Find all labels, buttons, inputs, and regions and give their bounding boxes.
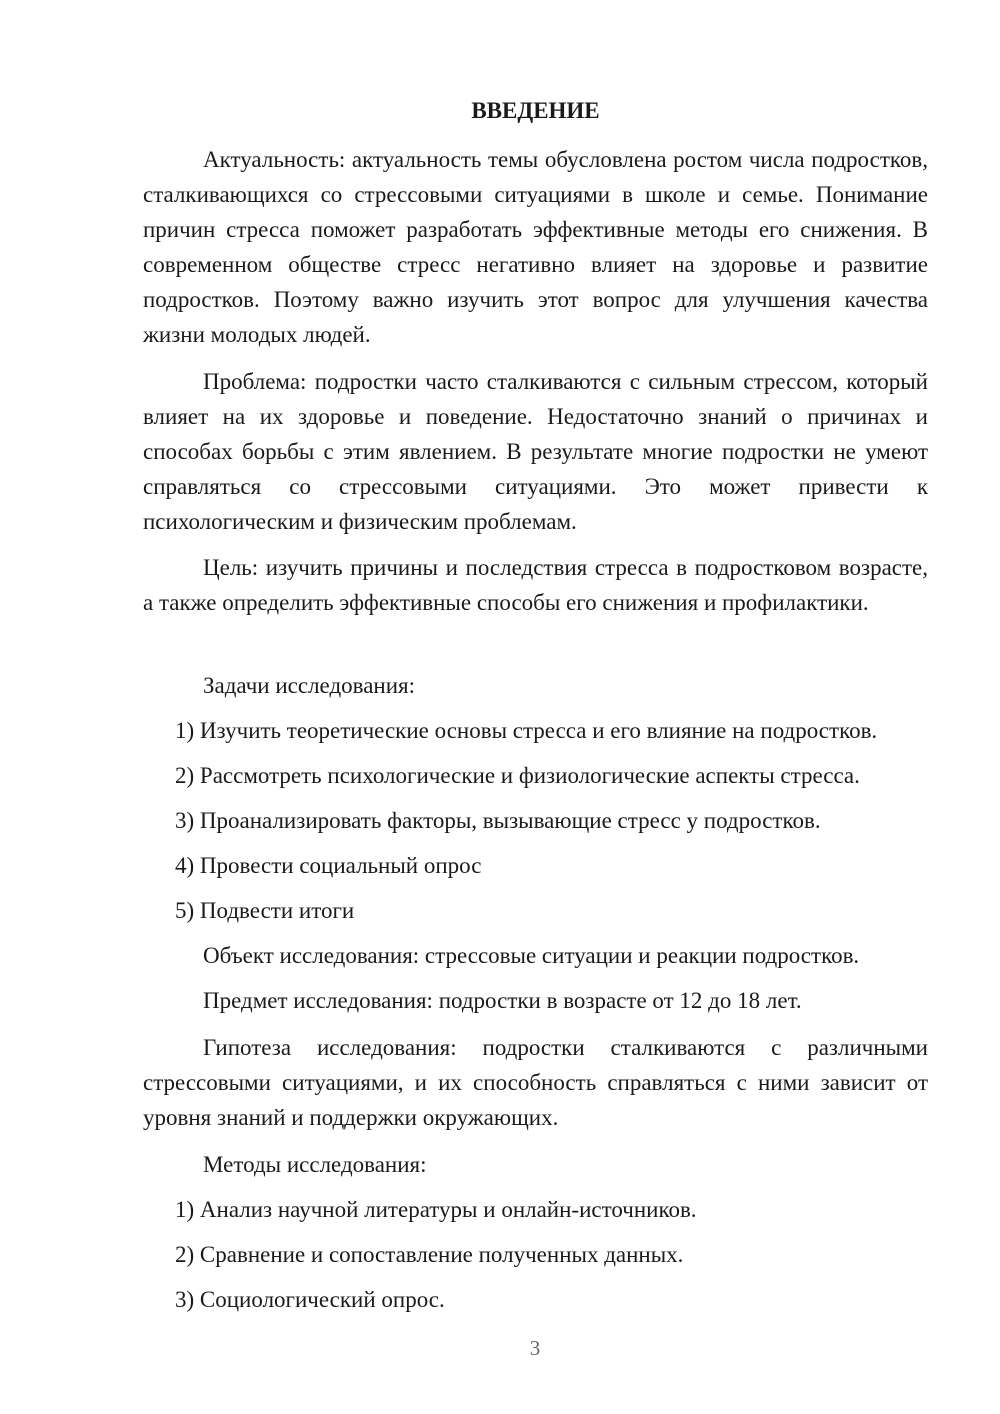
tasks-heading: Задачи исследования:	[203, 673, 416, 698]
method-item: 2) Сравнение и сопоставление полученных данных.	[175, 1242, 684, 1267]
method-item: 3) Социологический опрос.	[175, 1287, 445, 1312]
relevance-paragraph: Актуальность: актуальность темы обусловлена ростом числа подростков, сталкивающихся со стрессовыми ситуациями в школе и семье. Понимание причин стресса поможет разработать эффективные методы его снижения. В современном обществе стресс негативно влияет на здоровье и развитие подростков. Поэтому важно изучить этот вопрос для улучшения качества жизни молодых людей.	[143, 147, 928, 347]
task-item: 2) Рассмотреть психологические и физиологические аспекты стресса.	[175, 763, 860, 788]
page-title: ВВЕДЕНИЕ	[471, 98, 600, 123]
method-item: 1) Анализ научной литературы и онлайн-источников.	[175, 1197, 697, 1222]
problem-paragraph: Проблема: подростки часто сталкиваются с сильным стрессом, который влияет на их здоровье и поведение. Недостаточно знаний о причинах и способах борьбы с этим явлением. В результате многие подростки не умеют справляться со стрессовыми ситуациями. Это может привести к психологическим и физическим проблемам.	[143, 369, 928, 534]
task-item: 5) Подвести итоги	[175, 898, 355, 923]
task-item: 4) Провести социальный опрос	[175, 853, 482, 878]
object-line: Объект исследования: стрессовые ситуации и реакции подростков.	[203, 943, 860, 968]
subject-line: Предмет исследования: подростки в возрасте от 12 до 18 лет.	[203, 988, 802, 1013]
methods-heading: Методы исследования:	[203, 1152, 427, 1177]
task-item: 3) Проанализировать факторы, вызывающие стресс у подростков.	[175, 808, 821, 833]
goal-paragraph: Цель: изучить причины и последствия стресса в подростковом возрасте, а также определить эффективные способы его снижения и профилактики.	[143, 555, 928, 615]
task-item: 1) Изучить теоретические основы стресса и его влияние на подростков.	[175, 718, 878, 743]
page-number: 3	[529, 1336, 541, 1360]
hypothesis-paragraph: Гипотеза исследования: подростки сталкиваются с различными стрессовыми ситуациями, и их способность справляться с ними зависит от уровня знаний и поддержки окружающих.	[143, 1035, 928, 1130]
